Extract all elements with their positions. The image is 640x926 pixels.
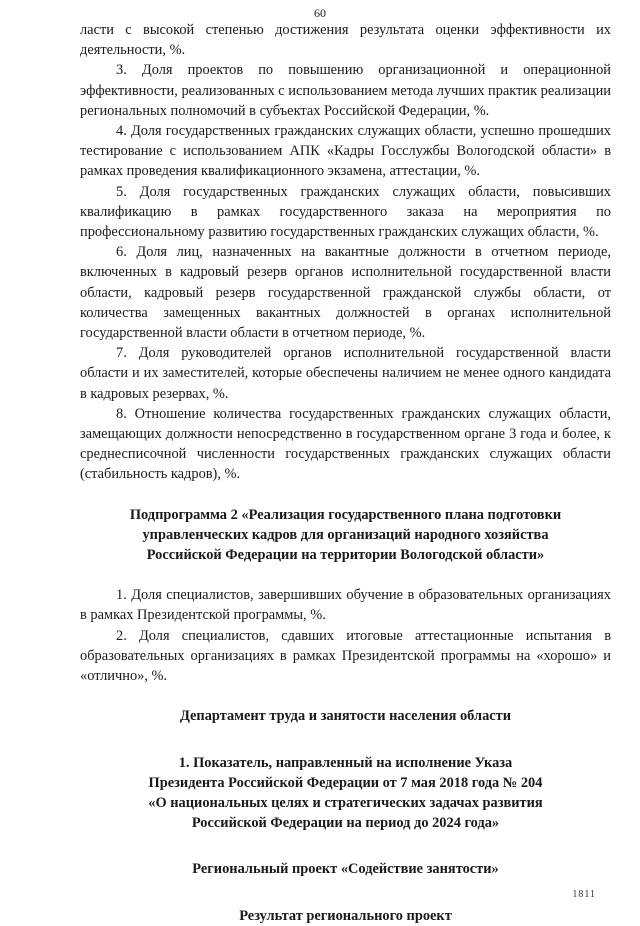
indicator-heading-line: «О национальных целях и стратегических задачах развития bbox=[148, 794, 543, 811]
paragraph: 1. Доля специалистов, завершивших обучение в образовательных организациях в рамках Президентской программы, %. bbox=[80, 587, 611, 624]
paragraph: 5. Доля государственных гражданских служащих области, повысивших квалификацию в рамках государственного заказа на мероприятия по профессиональному развитию государственных гражданских служащих области, %. bbox=[80, 183, 611, 241]
page-number: 60 bbox=[314, 6, 326, 20]
paragraph: 3. Доля проектов по повышению организационной и операционной эффективности, реализованных с использованием метода лучших практик реализации региональных полномочий в субъектах Российской Федерации, %. bbox=[80, 62, 611, 119]
department-heading: Департамент труда и занятости населения области bbox=[179, 708, 512, 725]
paragraph: 2. Доля специалистов, сдавших итоговые аттестационные испытания в образовательных организациях в рамках Президентской программы на «хорошо» и «отлично», %. bbox=[80, 627, 611, 685]
result-heading: Результат регионального проект bbox=[239, 907, 452, 924]
indicator-list-subprogram bbox=[80, 585, 611, 686]
paragraph: 7. Доля руководителей органов исполнительной государственной власти области и их заместителей, которые обеспечены наличием не менее одного кандидата в кадровых резервах, %. bbox=[80, 345, 611, 402]
footer-mark: 1811 bbox=[572, 889, 596, 900]
page-content bbox=[80, 20, 611, 926]
project-heading: Региональный проект «Содействие занятости» bbox=[192, 861, 499, 878]
indicator-list-top bbox=[80, 20, 611, 485]
subprogram-heading-line: управленческих кадров для организаций народного хозяйства bbox=[142, 526, 549, 543]
indicator-heading bbox=[80, 753, 611, 834]
subprogram-heading-line: Подпрограмма 2 «Реализация государственного плана подготовки bbox=[129, 506, 562, 523]
indicator-heading-line: Российской Федерации на период до 2024 года» bbox=[191, 815, 500, 832]
paragraph: 8. Отношение количества государственных гражданских служащих области, замещающих должности непосредственно в государственном органе 3 года и более, к среднесписочной численности государственных гражданских служащих области (стабильность кадров), %. bbox=[80, 405, 611, 483]
subprogram-heading bbox=[80, 505, 611, 566]
indicator-heading-line: 1. Показатель, направленный на исполнение Указа bbox=[178, 754, 513, 771]
paragraph: 4. Доля государственных гражданских служащих области, успешно прошедших тестирование с использованием АПК «Кадры Госслужбы Вологодской области» в рамках проведения квалификационного экзамена, аттестации, %. bbox=[80, 123, 611, 180]
paragraph: ласти с высокой степенью достижения результата оценки эффективности их деятельности, %. bbox=[80, 22, 611, 59]
indicator-heading-line: Президента Российской Федерации от 7 мая 2018 года № 204 bbox=[148, 774, 543, 791]
subprogram-heading-line: Российской Федерации на территории Вологодской области» bbox=[146, 547, 545, 564]
paragraph: 6. Доля лиц, назначенных на вакантные должности в отчетном периоде, включенных в кадровый резерв органов исполнительной государственной власти области, кадровый резерв государственной гражданской службы области, от количества замещенных вакантных должностей в органах исполнительной государственной власти области в отчетном периоде, %. bbox=[80, 244, 611, 342]
